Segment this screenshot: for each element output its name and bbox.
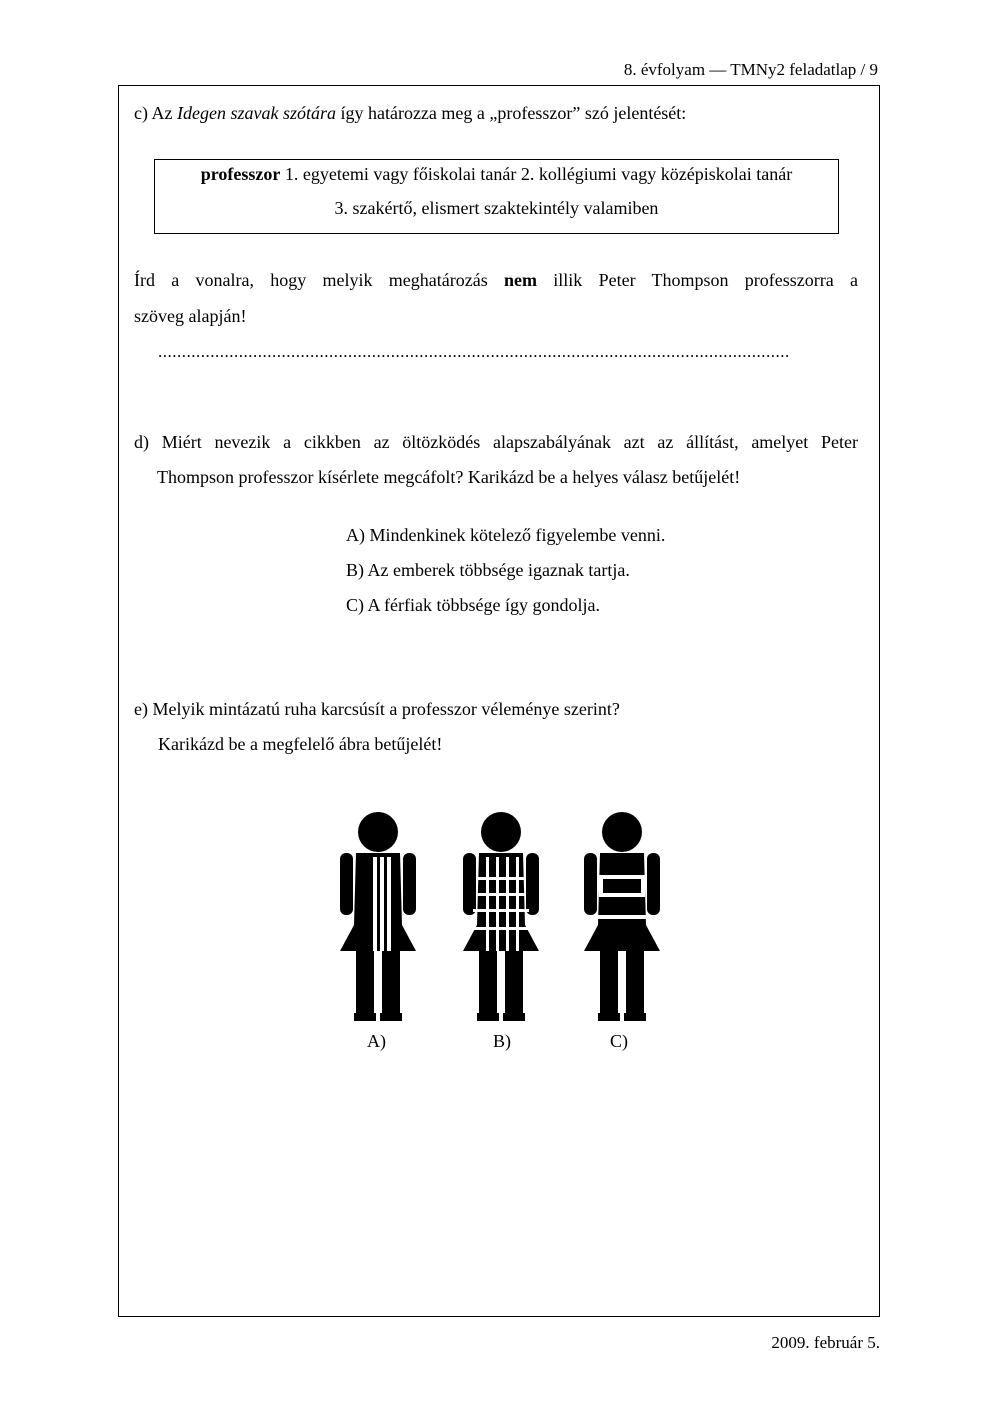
dictionary-line-1	[155, 164, 838, 185]
option-a[interactable]: A) Mindenkinek kötelező figyelembe venni.	[346, 525, 666, 545]
figure-label-b[interactable]: B)	[493, 1031, 511, 1051]
task-e-question-line-2: Karikázd be a megfelelő ábra betűjelét!	[158, 734, 443, 754]
task-c-instr-b: illik Peter Thompson professzorra a	[537, 270, 859, 290]
figure-a-vertical-stripes[interactable]	[340, 812, 416, 1021]
page-header: 8. évfolyam — TMNy2 feladatlap / 9	[623, 60, 878, 79]
answer-line[interactable]: .....................................................................................................................................	[158, 342, 790, 361]
dictionary-def-1: 1. egyetemi vagy főiskolai tanár 2. kollégiumi vagy középiskolai tanár	[280, 164, 793, 184]
task-e-question-line-1: e) Melyik mintázatú ruha karcsúsít a professzor véleménye szerint?	[134, 699, 620, 719]
figure-b-checkered[interactable]	[463, 812, 539, 1021]
dictionary-def-2: 3. szakértő, elismert szaktekintély valamiben	[334, 198, 659, 218]
task-c-prefix: c) Az	[134, 103, 177, 123]
option-c[interactable]: C) A férfiak többsége így gondolja.	[346, 595, 600, 615]
task-c-instr-bold: nem	[504, 270, 538, 290]
page-footer-date: 2009. február 5.	[771, 1333, 880, 1352]
option-b[interactable]: B) Az emberek többsége igaznak tartja.	[346, 560, 630, 580]
task-d-question-line-1: d) Miért nevezik a cikkben az öltözködés alapszabályának azt az állítást, amelyet Peter	[134, 432, 858, 452]
task-c-instruction-line-2: szöveg alapján!	[134, 306, 247, 326]
figure-label-a[interactable]: A)	[367, 1031, 386, 1051]
dress-figures	[330, 805, 670, 1025]
figure-label-c[interactable]: C)	[610, 1031, 628, 1051]
task-d-question-line-2: Thompson professzor kísérlete megcáfolt? Karikázd be a helyes válasz betűjelét!	[157, 467, 741, 487]
task-c-instr-a: Írd a vonalra, hogy melyik meghatározás	[134, 270, 505, 290]
task-c-question	[134, 103, 686, 124]
figure-c-horizontal-band[interactable]	[584, 812, 660, 1021]
task-c-book-title: Idegen szavak szótára	[176, 103, 336, 123]
task-c-suffix: így határozza meg a „professzor” szó jelentését:	[335, 103, 687, 123]
dictionary-entry-box	[154, 159, 839, 234]
dictionary-term: professzor	[200, 164, 281, 184]
task-c-instruction-line-1	[134, 270, 858, 291]
